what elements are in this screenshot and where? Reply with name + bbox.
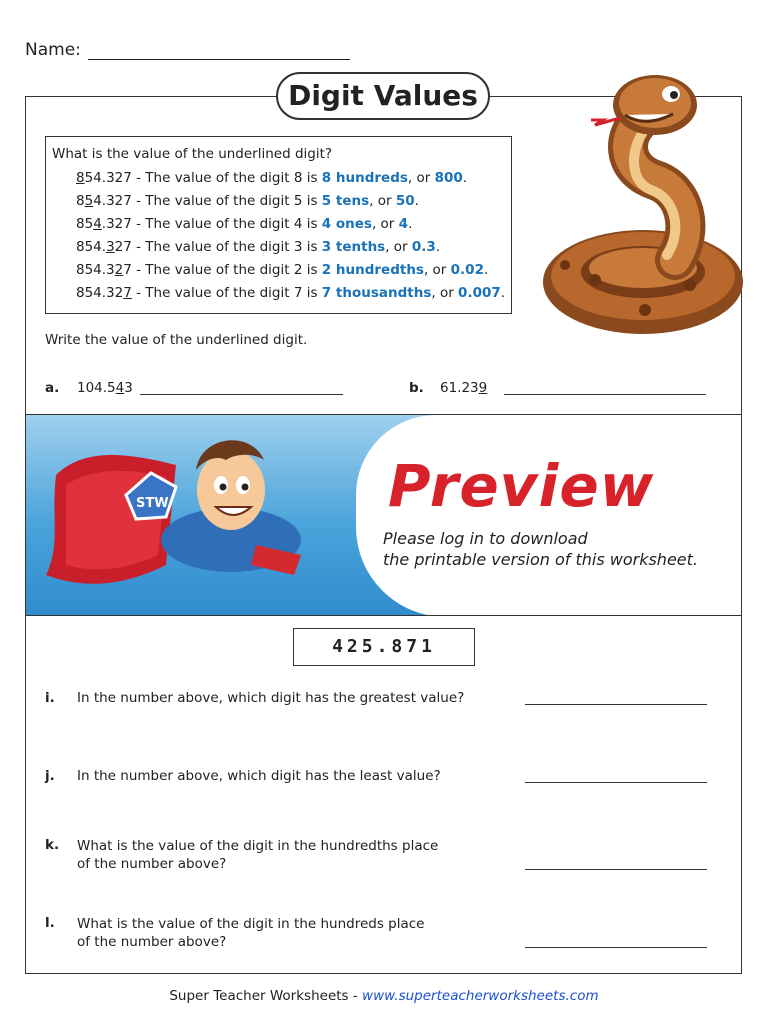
question-text: In the number above, which digit has the least value? — [77, 768, 441, 784]
name-label: Name: — [25, 40, 81, 60]
worksheet-title: Digit Values — [276, 72, 490, 120]
answer-line[interactable] — [504, 394, 706, 395]
preview-message: Please log in to download the printable version of this worksheet. — [383, 529, 698, 569]
superhero-mascot — [26, 415, 356, 616]
instruction-text: Write the value of the underlined digit. — [45, 332, 308, 348]
preview-title: Preview — [388, 452, 655, 520]
question-letter: l. — [45, 915, 55, 931]
answer-line[interactable] — [525, 782, 707, 783]
question-text: What is the value of the digit in the hundreds place of the number above? — [77, 916, 425, 950]
example-row: 854.327 - The value of the digit 5 is 5 tens, or 50. — [76, 193, 419, 209]
reference-number: 425.871 — [293, 628, 475, 666]
footer-text: Super Teacher Worksheets - — [169, 988, 363, 1004]
snake-illustration — [525, 70, 755, 340]
example-question: What is the value of the underlined digit? — [52, 146, 333, 162]
answer-line[interactable] — [525, 947, 707, 948]
question-letter: i. — [45, 690, 55, 706]
question-letter: a. — [45, 380, 60, 396]
question-text: In the number above, which digit has the greatest value? — [77, 690, 465, 706]
answer-line[interactable] — [140, 394, 343, 395]
question-number: 104.543 — [77, 380, 133, 396]
example-row: 854.327 - The value of the digit 8 is 8 hundreds, or 800. — [76, 170, 468, 186]
question-letter: j. — [45, 768, 55, 784]
question-letter: b. — [409, 380, 424, 396]
name-field[interactable] — [88, 59, 350, 60]
question-number: 61.239 — [440, 380, 488, 396]
answer-line[interactable] — [525, 704, 707, 705]
footer-link[interactable]: www.superteacherworksheets.com — [362, 988, 599, 1004]
example-row: 854.327 - The value of the digit 3 is 3 tenths, or 0.3. — [76, 239, 441, 255]
question-letter: k. — [45, 837, 60, 853]
footer — [0, 988, 768, 1004]
example-row: 854.327 - The value of the digit 4 is 4 ones, or 4. — [76, 216, 413, 232]
example-row: 854.327 - The value of the digit 2 is 2 hundredths, or 0.02. — [76, 262, 489, 278]
badge-text: STW — [136, 496, 169, 511]
answer-line[interactable] — [525, 869, 707, 870]
example-row: 854.327 - The value of the digit 7 is 7 thousandths, or 0.007. — [76, 285, 506, 301]
question-text: What is the value of the digit in the hundredths place of the number above? — [77, 838, 439, 872]
